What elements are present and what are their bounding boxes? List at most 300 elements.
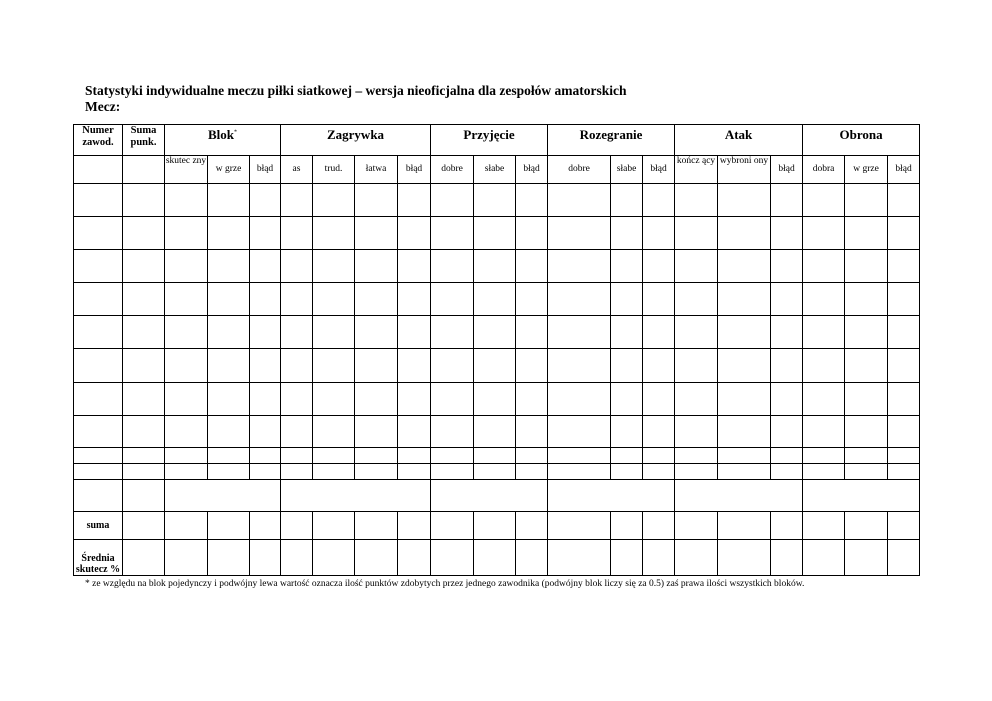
sub-rozegranie-dobre: dobre <box>548 156 611 184</box>
summary-cell[interactable] <box>123 539 165 575</box>
entry-cell[interactable] <box>398 217 431 250</box>
entry-cell[interactable] <box>123 316 165 349</box>
entry-cell[interactable] <box>803 415 845 447</box>
entry-cell[interactable] <box>718 382 771 415</box>
entry-cell[interactable] <box>845 184 888 217</box>
entry-cell[interactable] <box>398 349 431 382</box>
entry-cell[interactable] <box>548 217 611 250</box>
blank-cell <box>74 156 123 184</box>
sub-atak-blad: błąd <box>771 156 803 184</box>
entry-cell[interactable] <box>355 217 398 250</box>
entry-cell[interactable] <box>845 415 888 447</box>
summary-cell[interactable] <box>208 511 250 539</box>
entry-cell[interactable] <box>250 349 281 382</box>
entry-cell[interactable] <box>771 250 803 283</box>
summary-cell[interactable] <box>398 539 431 575</box>
entry-cell[interactable] <box>888 382 920 415</box>
entry-cell[interactable] <box>548 250 611 283</box>
header-przyjecie: Przyjęcie <box>431 125 548 156</box>
entry-cell[interactable] <box>718 250 771 283</box>
entry-cell[interactable] <box>250 382 281 415</box>
entry-cell[interactable] <box>516 184 548 217</box>
entry-cell[interactable] <box>208 250 250 283</box>
entry-cell[interactable] <box>165 382 208 415</box>
entry-cell[interactable] <box>431 283 474 316</box>
entry-cell[interactable] <box>845 316 888 349</box>
summary-cell[interactable] <box>431 511 474 539</box>
entry-cell[interactable] <box>771 447 803 463</box>
entry-cell[interactable] <box>643 447 675 463</box>
entry-cell[interactable] <box>516 316 548 349</box>
summary-cell[interactable] <box>771 539 803 575</box>
entry-cell[interactable] <box>845 447 888 463</box>
entry-cell[interactable] <box>208 415 250 447</box>
entry-cell[interactable] <box>803 250 845 283</box>
summary-cell[interactable] <box>643 511 675 539</box>
entry-cell[interactable] <box>431 349 474 382</box>
entry-cell[interactable] <box>771 349 803 382</box>
entry-cell[interactable] <box>431 447 474 463</box>
entry-cell[interactable] <box>516 283 548 316</box>
entry-cell[interactable] <box>611 217 643 250</box>
entry-cell[interactable] <box>611 463 643 479</box>
entry-cell[interactable] <box>281 382 313 415</box>
entry-cell[interactable] <box>718 349 771 382</box>
entry-cell[interactable] <box>718 283 771 316</box>
entry-cell[interactable] <box>888 217 920 250</box>
entry-cell[interactable] <box>431 184 474 217</box>
entry-cell[interactable] <box>313 283 355 316</box>
entry-cell[interactable] <box>355 349 398 382</box>
summary-cell[interactable] <box>643 539 675 575</box>
entry-cell[interactable] <box>313 250 355 283</box>
entry-cell[interactable] <box>771 316 803 349</box>
summary-cell[interactable] <box>250 511 281 539</box>
entry-cell[interactable] <box>208 463 250 479</box>
entry-cell[interactable] <box>474 316 516 349</box>
sub-zagrywka-trud: trud. <box>313 156 355 184</box>
merged-blank-cell <box>675 479 803 511</box>
entry-cell[interactable] <box>803 283 845 316</box>
entry-cell[interactable] <box>803 217 845 250</box>
summary-cell[interactable] <box>516 511 548 539</box>
header-atak: Atak <box>675 125 803 156</box>
entry-cell[interactable] <box>771 382 803 415</box>
header-row-subcategories <box>74 156 920 184</box>
entry-cell[interactable] <box>611 415 643 447</box>
summary-cell[interactable] <box>313 511 355 539</box>
summary-cell[interactable] <box>165 539 208 575</box>
sub-przyjecie-blad: błąd <box>516 156 548 184</box>
merged-blank-cell <box>165 479 281 511</box>
entry-cell[interactable] <box>74 283 123 316</box>
entry-cell[interactable] <box>548 283 611 316</box>
entry-cell[interactable] <box>250 184 281 217</box>
entry-cell[interactable] <box>74 184 123 217</box>
summary-cell[interactable] <box>548 511 611 539</box>
entry-cell[interactable] <box>845 283 888 316</box>
entry-cell[interactable] <box>643 184 675 217</box>
entry-cell[interactable] <box>281 250 313 283</box>
table-row <box>74 463 920 479</box>
summary-cell[interactable] <box>313 539 355 575</box>
table-row <box>74 217 920 250</box>
entry-cell[interactable] <box>675 382 718 415</box>
entry-cell[interactable] <box>888 184 920 217</box>
entry-cell[interactable] <box>313 217 355 250</box>
entry-cell[interactable] <box>398 463 431 479</box>
entry-cell[interactable] <box>771 217 803 250</box>
entry-cell[interactable] <box>431 217 474 250</box>
entry-cell[interactable] <box>398 447 431 463</box>
entry-cell[interactable] <box>123 415 165 447</box>
entry-cell[interactable] <box>771 184 803 217</box>
entry-cell[interactable] <box>74 463 123 479</box>
entry-cell[interactable] <box>123 184 165 217</box>
entry-cell[interactable] <box>845 217 888 250</box>
sub-obrona-dobra: dobra <box>803 156 845 184</box>
entry-cell[interactable] <box>74 250 123 283</box>
entry-cell[interactable] <box>208 382 250 415</box>
entry-cell[interactable] <box>888 316 920 349</box>
entry-cell[interactable] <box>74 316 123 349</box>
entry-cell[interactable] <box>803 184 845 217</box>
entry-cell[interactable] <box>888 283 920 316</box>
summary-cell[interactable] <box>431 539 474 575</box>
entry-cell[interactable] <box>313 382 355 415</box>
entry-cell[interactable] <box>718 447 771 463</box>
entry-cell[interactable] <box>313 184 355 217</box>
summary-cell[interactable] <box>771 511 803 539</box>
entry-cell[interactable] <box>250 415 281 447</box>
summary-cell[interactable] <box>123 511 165 539</box>
entry-cell[interactable] <box>474 217 516 250</box>
entry-cell[interactable] <box>355 447 398 463</box>
entry-cell[interactable] <box>250 463 281 479</box>
entry-cell[interactable] <box>250 447 281 463</box>
entry-cell[interactable] <box>888 349 920 382</box>
summary-cell[interactable] <box>611 539 643 575</box>
entry-cell[interactable] <box>771 463 803 479</box>
entry-cell[interactable] <box>74 415 123 447</box>
entry-cell[interactable] <box>208 184 250 217</box>
entry-cell[interactable] <box>281 316 313 349</box>
sub-przyjecie-slabe: słabe <box>474 156 516 184</box>
entry-cell[interactable] <box>803 382 845 415</box>
entry-cell[interactable] <box>771 415 803 447</box>
entry-cell[interactable] <box>355 463 398 479</box>
table-row <box>74 349 920 382</box>
summary-cell[interactable] <box>845 539 888 575</box>
entry-cell[interactable] <box>281 283 313 316</box>
summary-cell[interactable] <box>355 511 398 539</box>
entry-cell[interactable] <box>516 382 548 415</box>
summary-cell[interactable] <box>516 539 548 575</box>
entry-cell[interactable] <box>516 250 548 283</box>
entry-cell[interactable] <box>611 283 643 316</box>
entry-cell[interactable] <box>675 415 718 447</box>
entry-cell[interactable] <box>281 463 313 479</box>
entry-cell[interactable] <box>516 415 548 447</box>
table-row <box>74 382 920 415</box>
sum-row <box>74 511 920 539</box>
entry-cell[interactable] <box>250 283 281 316</box>
entry-cell[interactable] <box>431 382 474 415</box>
entry-cell[interactable] <box>208 217 250 250</box>
header-blok <box>165 125 281 156</box>
entry-cell[interactable] <box>74 382 123 415</box>
entry-cell[interactable] <box>123 283 165 316</box>
summary-cell[interactable] <box>165 511 208 539</box>
summary-cell[interactable] <box>474 539 516 575</box>
summary-cell[interactable] <box>398 511 431 539</box>
entry-cell[interactable] <box>474 250 516 283</box>
entry-cell[interactable] <box>675 349 718 382</box>
entry-cell[interactable] <box>516 463 548 479</box>
entry-cell[interactable] <box>281 217 313 250</box>
entry-cell[interactable] <box>611 382 643 415</box>
table-row <box>74 316 920 349</box>
summary-cell[interactable] <box>845 511 888 539</box>
entry-cell[interactable] <box>675 250 718 283</box>
entry-cell[interactable] <box>611 250 643 283</box>
sub-zagrywka-blad: błąd <box>398 156 431 184</box>
entry-cell[interactable] <box>803 447 845 463</box>
entry-cell[interactable] <box>313 316 355 349</box>
summary-cell[interactable] <box>611 511 643 539</box>
entry-cell[interactable] <box>611 316 643 349</box>
sub-blok-blad: błąd <box>250 156 281 184</box>
entry-cell[interactable] <box>431 316 474 349</box>
summary-cell[interactable] <box>548 539 611 575</box>
summary-cell[interactable] <box>803 539 845 575</box>
entry-cell[interactable] <box>398 250 431 283</box>
entry-cell[interactable] <box>474 184 516 217</box>
entry-cell[interactable] <box>675 463 718 479</box>
entry-cell[interactable] <box>845 349 888 382</box>
entry-cell[interactable] <box>718 415 771 447</box>
merged-blank-cell <box>548 479 675 511</box>
entry-cell[interactable] <box>675 447 718 463</box>
entry-cell[interactable] <box>431 415 474 447</box>
entry-cell[interactable] <box>208 283 250 316</box>
entry-cell[interactable] <box>355 382 398 415</box>
entry-cell[interactable] <box>74 349 123 382</box>
entry-cell[interactable] <box>474 415 516 447</box>
merged-blank-cell <box>803 479 920 511</box>
average-row <box>74 539 920 575</box>
entry-cell[interactable] <box>675 283 718 316</box>
entry-cell[interactable] <box>516 217 548 250</box>
footnote-marker: * <box>234 129 238 136</box>
entry-cell[interactable] <box>675 184 718 217</box>
entry-cell[interactable] <box>250 217 281 250</box>
summary-cell[interactable] <box>208 539 250 575</box>
header-obrona: Obrona <box>803 125 920 156</box>
entry-cell[interactable] <box>803 349 845 382</box>
entry-cell[interactable] <box>398 316 431 349</box>
sub-atak-konczacy: kończ ący <box>675 156 718 184</box>
entry-cell[interactable] <box>888 250 920 283</box>
entry-cell[interactable] <box>398 184 431 217</box>
entry-cell[interactable] <box>845 463 888 479</box>
entry-cell[interactable] <box>281 447 313 463</box>
sub-przyjecie-dobre: dobre <box>431 156 474 184</box>
match-label: Mecz: <box>85 99 121 114</box>
entry-cell[interactable] <box>250 250 281 283</box>
entry-cell[interactable] <box>888 463 920 479</box>
entry-cell[interactable] <box>74 217 123 250</box>
entry-cell[interactable] <box>165 217 208 250</box>
summary-cell[interactable] <box>281 511 313 539</box>
document-title: Statystyki indywidualne meczu piłki siatkowej – wersja nieoficjalna dla zespołów amatorskich <box>85 83 627 98</box>
table-row <box>74 184 920 217</box>
sub-blok-w-grze: w grze <box>208 156 250 184</box>
entry-cell[interactable] <box>123 463 165 479</box>
entry-cell[interactable] <box>803 463 845 479</box>
entry-cell[interactable] <box>474 447 516 463</box>
header-row-categories <box>74 125 920 156</box>
merged-blank-cell <box>431 479 548 511</box>
entry-cell[interactable] <box>611 447 643 463</box>
entry-cell[interactable] <box>165 283 208 316</box>
summary-cell[interactable] <box>803 511 845 539</box>
entry-cell[interactable] <box>643 217 675 250</box>
summary-cell[interactable] <box>675 511 718 539</box>
entry-cell[interactable] <box>548 349 611 382</box>
entry-cell[interactable] <box>516 447 548 463</box>
entry-cell[interactable] <box>548 382 611 415</box>
entry-cell[interactable] <box>398 382 431 415</box>
entry-cell[interactable] <box>771 283 803 316</box>
entry-cell[interactable] <box>313 447 355 463</box>
entry-cell[interactable] <box>250 316 281 349</box>
entry-cell[interactable] <box>643 316 675 349</box>
entry-cell[interactable] <box>355 250 398 283</box>
entry-cell[interactable] <box>548 463 611 479</box>
entry-cell[interactable] <box>548 447 611 463</box>
entry-cell[interactable] <box>548 184 611 217</box>
entry-cell[interactable] <box>548 316 611 349</box>
sub-zagrywka-latwa: łatwa <box>355 156 398 184</box>
entry-cell[interactable] <box>643 349 675 382</box>
entry-cell[interactable] <box>643 463 675 479</box>
entry-cell[interactable] <box>313 463 355 479</box>
entry-cell[interactable] <box>123 447 165 463</box>
entry-cell[interactable] <box>281 415 313 447</box>
summary-cell[interactable] <box>474 511 516 539</box>
entry-cell[interactable] <box>718 184 771 217</box>
entry-cell[interactable] <box>313 415 355 447</box>
entry-cell[interactable] <box>845 250 888 283</box>
entry-cell[interactable] <box>474 463 516 479</box>
entry-cell[interactable] <box>516 349 548 382</box>
entry-cell[interactable] <box>123 250 165 283</box>
footnote: * ze względu na blok pojedynczy i podwójny lewa wartość oznacza ilość punktów zdobytych przez jednego zawodnika (podwójny blok liczy się za 0.5) zaś prawa ilości wszystkich bloków. <box>85 579 805 589</box>
entry-cell[interactable] <box>474 283 516 316</box>
sub-obrona-blad: błąd <box>888 156 920 184</box>
sum-row-label: suma <box>74 511 123 539</box>
summary-cell[interactable] <box>718 539 771 575</box>
entry-cell[interactable] <box>208 349 250 382</box>
entry-cell[interactable] <box>888 447 920 463</box>
entry-cell[interactable] <box>611 184 643 217</box>
entry-cell[interactable] <box>474 382 516 415</box>
stats-table <box>73 124 920 576</box>
entry-cell[interactable] <box>803 316 845 349</box>
entry-cell[interactable] <box>123 217 165 250</box>
summary-cell[interactable] <box>355 539 398 575</box>
entry-cell[interactable] <box>355 184 398 217</box>
blank-cell <box>123 479 165 511</box>
average-row-label: Średnia skutecz % <box>74 539 123 575</box>
entry-cell[interactable] <box>643 415 675 447</box>
entry-cell[interactable] <box>281 349 313 382</box>
summary-cell[interactable] <box>675 539 718 575</box>
summary-cell[interactable] <box>281 539 313 575</box>
entry-cell[interactable] <box>643 382 675 415</box>
entry-cell[interactable] <box>643 283 675 316</box>
entry-cell[interactable] <box>208 316 250 349</box>
entry-cell[interactable] <box>313 349 355 382</box>
sub-rozegranie-slabe: słabe <box>611 156 643 184</box>
table-row <box>74 447 920 463</box>
entry-cell[interactable] <box>718 316 771 349</box>
entry-cell[interactable] <box>611 349 643 382</box>
entry-cell[interactable] <box>643 250 675 283</box>
entry-cell[interactable] <box>355 283 398 316</box>
table-row <box>74 250 920 283</box>
sub-zagrywka-as: as <box>281 156 313 184</box>
entry-cell[interactable] <box>718 217 771 250</box>
summary-cell[interactable] <box>250 539 281 575</box>
header-player-number: Numer zawod. <box>74 125 123 156</box>
entry-cell[interactable] <box>355 415 398 447</box>
entry-cell[interactable] <box>165 463 208 479</box>
sub-rozegranie-blad: błąd <box>643 156 675 184</box>
entry-cell[interactable] <box>123 349 165 382</box>
entry-cell[interactable] <box>355 316 398 349</box>
entry-cell[interactable] <box>165 250 208 283</box>
blank-cell <box>74 479 123 511</box>
entry-cell[interactable] <box>474 349 516 382</box>
entry-cell[interactable] <box>74 447 123 463</box>
entry-cell[interactable] <box>431 463 474 479</box>
entry-cell[interactable] <box>675 316 718 349</box>
entry-cell[interactable] <box>165 349 208 382</box>
entry-cell[interactable] <box>123 382 165 415</box>
entry-cell[interactable] <box>281 184 313 217</box>
header-rozegranie: Rozegranie <box>548 125 675 156</box>
summary-cell[interactable] <box>718 511 771 539</box>
summary-cell[interactable] <box>888 539 920 575</box>
entry-cell[interactable] <box>165 447 208 463</box>
entry-cell[interactable] <box>718 463 771 479</box>
entry-cell[interactable] <box>845 382 888 415</box>
summary-cell[interactable] <box>888 511 920 539</box>
entry-cell[interactable] <box>208 447 250 463</box>
entry-cell[interactable] <box>675 217 718 250</box>
entry-cell[interactable] <box>165 415 208 447</box>
entry-cell[interactable] <box>165 184 208 217</box>
entry-cell[interactable] <box>431 250 474 283</box>
entry-cell[interactable] <box>398 283 431 316</box>
entry-cell[interactable] <box>165 316 208 349</box>
entry-cell[interactable] <box>548 415 611 447</box>
entry-cell[interactable] <box>888 415 920 447</box>
sub-atak-wybroniony: wybroni ony <box>718 156 771 184</box>
entry-cell[interactable] <box>398 415 431 447</box>
